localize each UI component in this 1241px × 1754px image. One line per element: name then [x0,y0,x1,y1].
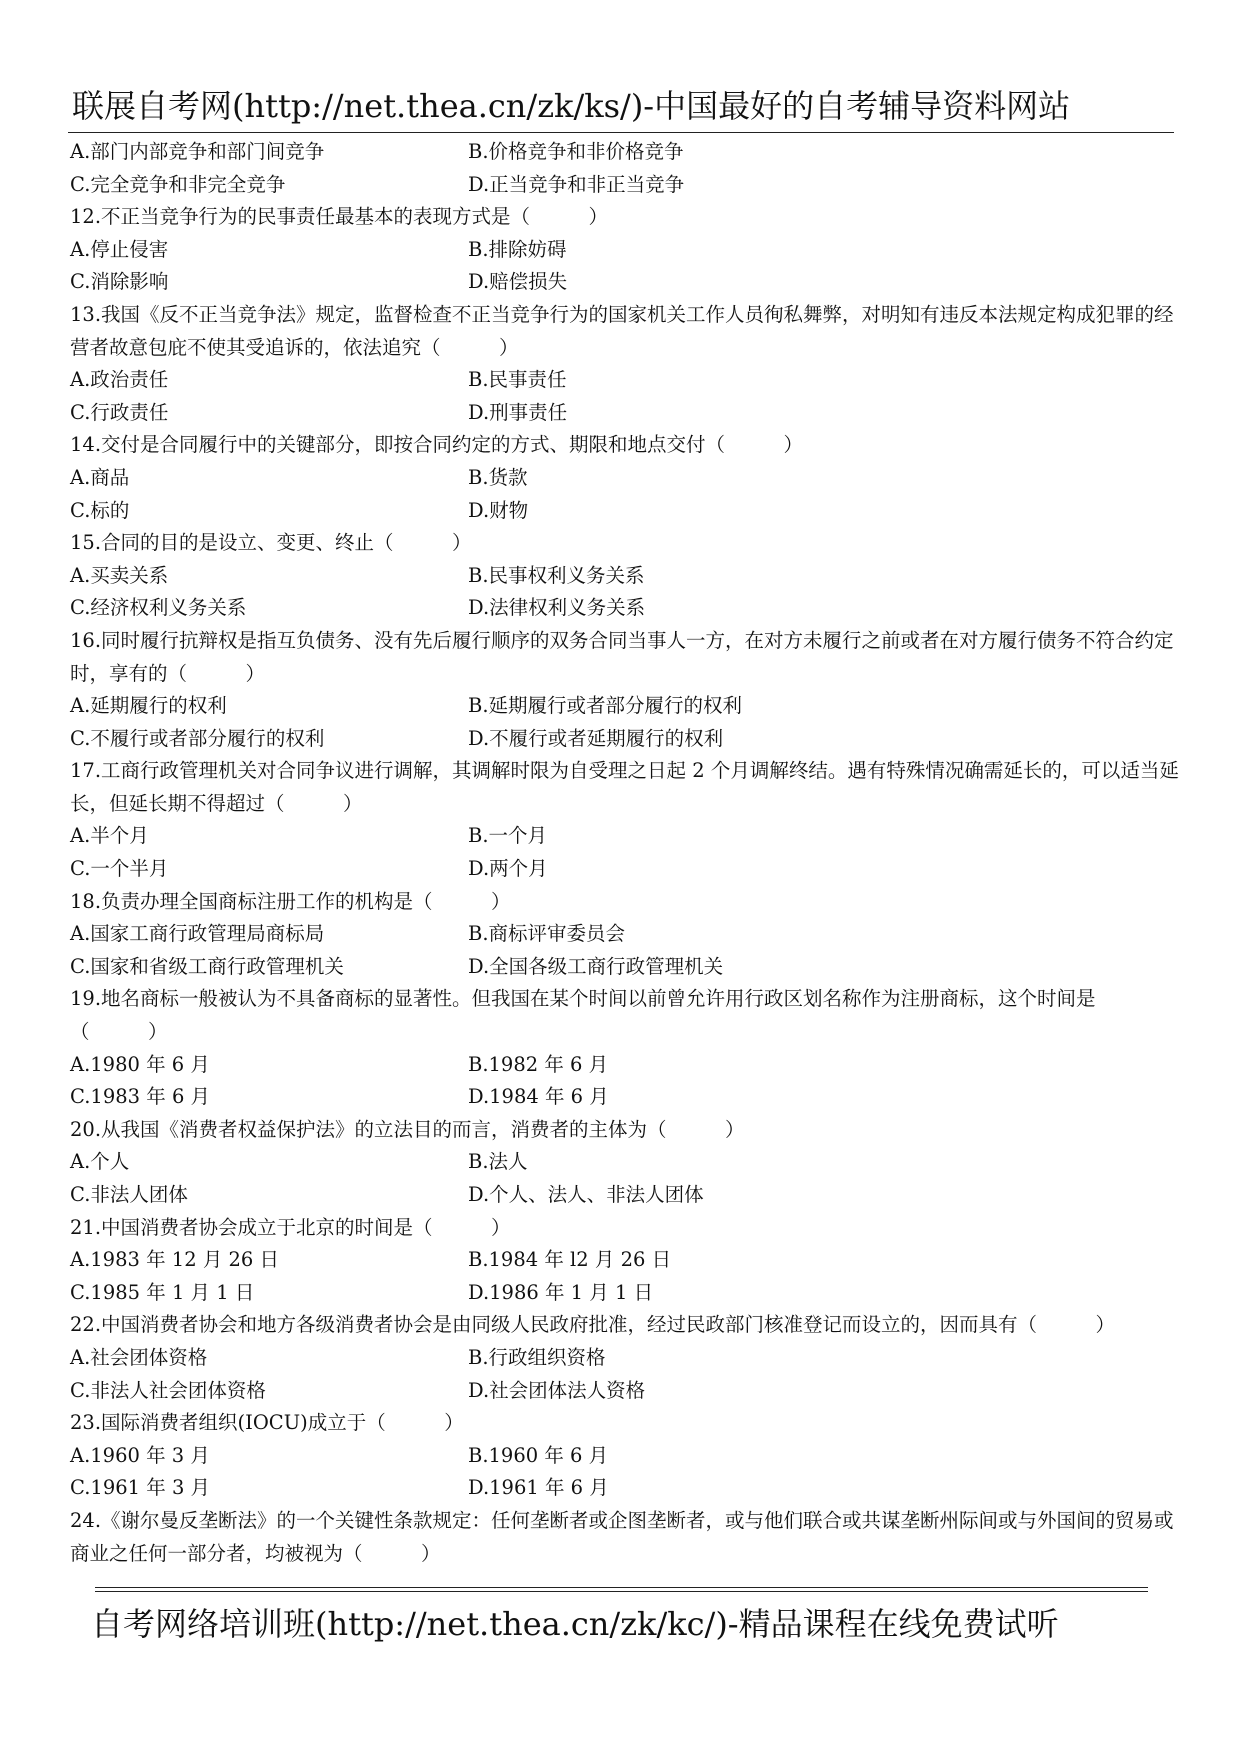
answer-option: D.刑事责任 [468,400,568,424]
option-row [70,918,1180,951]
question-list [70,136,1180,1570]
answer-option: A.1960 年 3 月 [70,1443,210,1467]
answer-option: B.民事责任 [468,368,567,392]
answer-option: B.货款 [468,465,528,489]
option-row [70,1049,1180,1082]
answer-option: A.半个月 [70,824,149,848]
answer-option: C.1983 年 6 月 [70,1085,211,1109]
question-text: 13.我国《反不正当竞争法》规定，监督检查不正当竞争行为的国家机关工作人员徇私舞弊，对明知有违反本法规定构成犯罪的经营者故意包庇不使其受追诉的，依法追究（ ） [70,302,1174,359]
answer-option: B.行政组织资格 [468,1345,606,1369]
answer-option: D.赔偿损失 [468,270,568,294]
answer-option: B.延期履行或者部分履行的权利 [468,694,743,718]
answer-option: D.社会团体法人资格 [468,1378,646,1402]
question-item [70,201,1180,299]
answer-option: B.1982 年 6 月 [468,1052,609,1076]
question-item [70,429,1180,527]
question-item [70,983,1180,1113]
question-text: 17.工商行政管理机关对合同争议进行调解，其调解时限为自受理之日起 2 个月调解终结。遇有特殊情况确需延长的，可以适当延长，但延长期不得超过（ ） [70,759,1179,815]
footer-divider [95,1587,1148,1595]
option-row [70,690,1180,723]
question-text: 21.中国消费者协会成立于北京的时间是（ ） [70,1215,511,1239]
question-item [70,886,1180,984]
answer-option: D.两个月 [468,857,548,881]
answer-option: B.1960 年 6 月 [468,1443,609,1467]
answer-option: A.1980 年 6 月 [70,1052,210,1076]
header-divider [68,132,1174,133]
answer-option: B.1984 年 l2 月 26 日 [468,1248,672,1272]
answer-option: C.1961 年 3 月 [70,1476,211,1500]
option-row [70,462,1180,495]
question-text: 12.不正当竞争行为的民事责任最基本的表现方式是（ ） [70,205,609,229]
answer-option: D.不履行或者延期履行的权利 [468,726,724,750]
answer-option: C.一个半月 [70,857,169,881]
answer-option: A.停止侵害 [70,237,169,261]
option-row [70,853,1180,886]
question-item [70,136,1180,201]
question-item [70,755,1180,885]
question-item [70,527,1180,625]
question-text: 24.《谢尔曼反垄断法》的一个关键性条款规定：任何垄断者或企图垄断者，或与他们联合或共谋垄断州际间或与外国间的贸易或商业之任何一部分者，均被视为（ ） [70,1508,1174,1565]
answer-option: C.消除影响 [70,270,169,294]
question-item [70,1505,1180,1570]
page-header: 联展自考网(http://net.thea.cn/zk/ks/)-中国最好的自考辅导资料网站 [72,87,1071,125]
answer-option: C.经济权利义务关系 [70,596,247,620]
answer-option: B.价格竞争和非价格竞争 [468,140,684,163]
answer-option: A.1983 年 12 月 26 日 [70,1248,280,1272]
question-text: 19.地名商标一般被认为不具备商标的显著性。但我国在某个时间以前曾允许用行政区划名称作为注册商标，这个时间是（ ） [70,987,1096,1044]
answer-option: D.正当竞争和非正当竞争 [468,172,685,196]
option-row [70,1244,1180,1277]
answer-option: A.社会团体资格 [70,1345,208,1369]
option-row [70,364,1180,397]
answer-option: D.个人、法人、非法人团体 [468,1183,704,1206]
question-item [70,625,1180,755]
answer-option: B.商标评审委员会 [468,922,626,946]
question-text: 18.负责办理全国商标注册工作的机构是（ ） [70,889,511,913]
question-item [70,1309,1180,1407]
option-row [70,1146,1180,1179]
answer-option: C.标的 [70,498,130,522]
question-text: 23.国际消费者组织(IOCU)成立于（ ） [70,1411,464,1435]
option-row [70,820,1180,853]
option-row [70,1375,1180,1408]
answer-option: B.一个月 [468,824,548,848]
option-row [70,1342,1180,1375]
answer-option: A.部门内部竞争和部门间竞争 [70,140,325,163]
answer-option: A.延期履行的权利 [70,694,227,718]
question-text: 16.同时履行抗辩权是指互负债务、没有先后履行顺序的双务合同当事人一方，在对方未履行之前或者在对方履行债务不符合约定时，享有的（ ） [70,628,1174,685]
answer-option: C.完全竞争和非完全竞争 [70,172,286,196]
answer-option: B.法人 [468,1150,528,1174]
answer-option: D.1984 年 6 月 [468,1085,609,1109]
answer-option: A.商品 [70,465,130,489]
option-row [70,1277,1180,1310]
answer-option: C.不履行或者部分履行的权利 [70,726,325,750]
answer-option: C.非法人社会团体资格 [70,1378,266,1402]
answer-option: A.国家工商行政管理局商标局 [70,922,325,946]
answer-option: C.1985 年 1 月 1 日 [70,1280,255,1304]
option-row [70,397,1180,430]
question-item [70,1407,1180,1505]
question-text: 14.交付是合同履行中的关键部分，即按合同约定的方式、期限和地点交付（ ） [70,433,804,457]
option-row [70,234,1180,267]
question-item [70,1212,1180,1310]
question-item [70,299,1180,429]
answer-option: A.买卖关系 [70,563,169,587]
option-row [70,951,1180,984]
answer-option: D.1986 年 1 月 1 日 [468,1280,654,1304]
answer-option: D.1961 年 6 月 [468,1476,609,1500]
page-footer: 自考网络培训班(http://net.thea.cn/zk/kc/)-精品课程在线免费试听 [91,1605,1059,1643]
answer-option: D.法律权利义务关系 [468,596,646,620]
option-row [70,1081,1180,1114]
question-item [70,1114,1180,1212]
question-text: 22.中国消费者协会和地方各级消费者协会是由同级人民政府批准，经过民政部门核准登记而设立的，因而具有（ ） [70,1313,1116,1337]
answer-option: D.全国各级工商行政管理机关 [468,954,724,978]
answer-option: B.民事权利义务关系 [468,563,645,587]
option-row [70,1472,1180,1505]
option-row [70,169,1180,202]
option-row [70,136,1180,169]
option-row [70,266,1180,299]
question-text: 15.合同的目的是设立、变更、终止（ ） [70,531,472,555]
answer-option: A.政治责任 [70,368,169,392]
answer-option: D.财物 [468,498,529,522]
question-text: 20.从我国《消费者权益保护法》的立法目的而言，消费者的主体为（ ） [70,1117,745,1141]
answer-option: C.非法人团体 [70,1183,188,1206]
answer-option: C.行政责任 [70,400,169,424]
answer-option: B.排除妨碍 [468,237,567,261]
answer-option: A.个人 [70,1150,130,1174]
option-row [70,560,1180,593]
option-row [70,1440,1180,1473]
option-row [70,495,1180,528]
answer-option: C.国家和省级工商行政管理机关 [70,954,344,978]
option-row [70,723,1180,756]
option-row [70,1179,1180,1212]
option-row [70,592,1180,625]
